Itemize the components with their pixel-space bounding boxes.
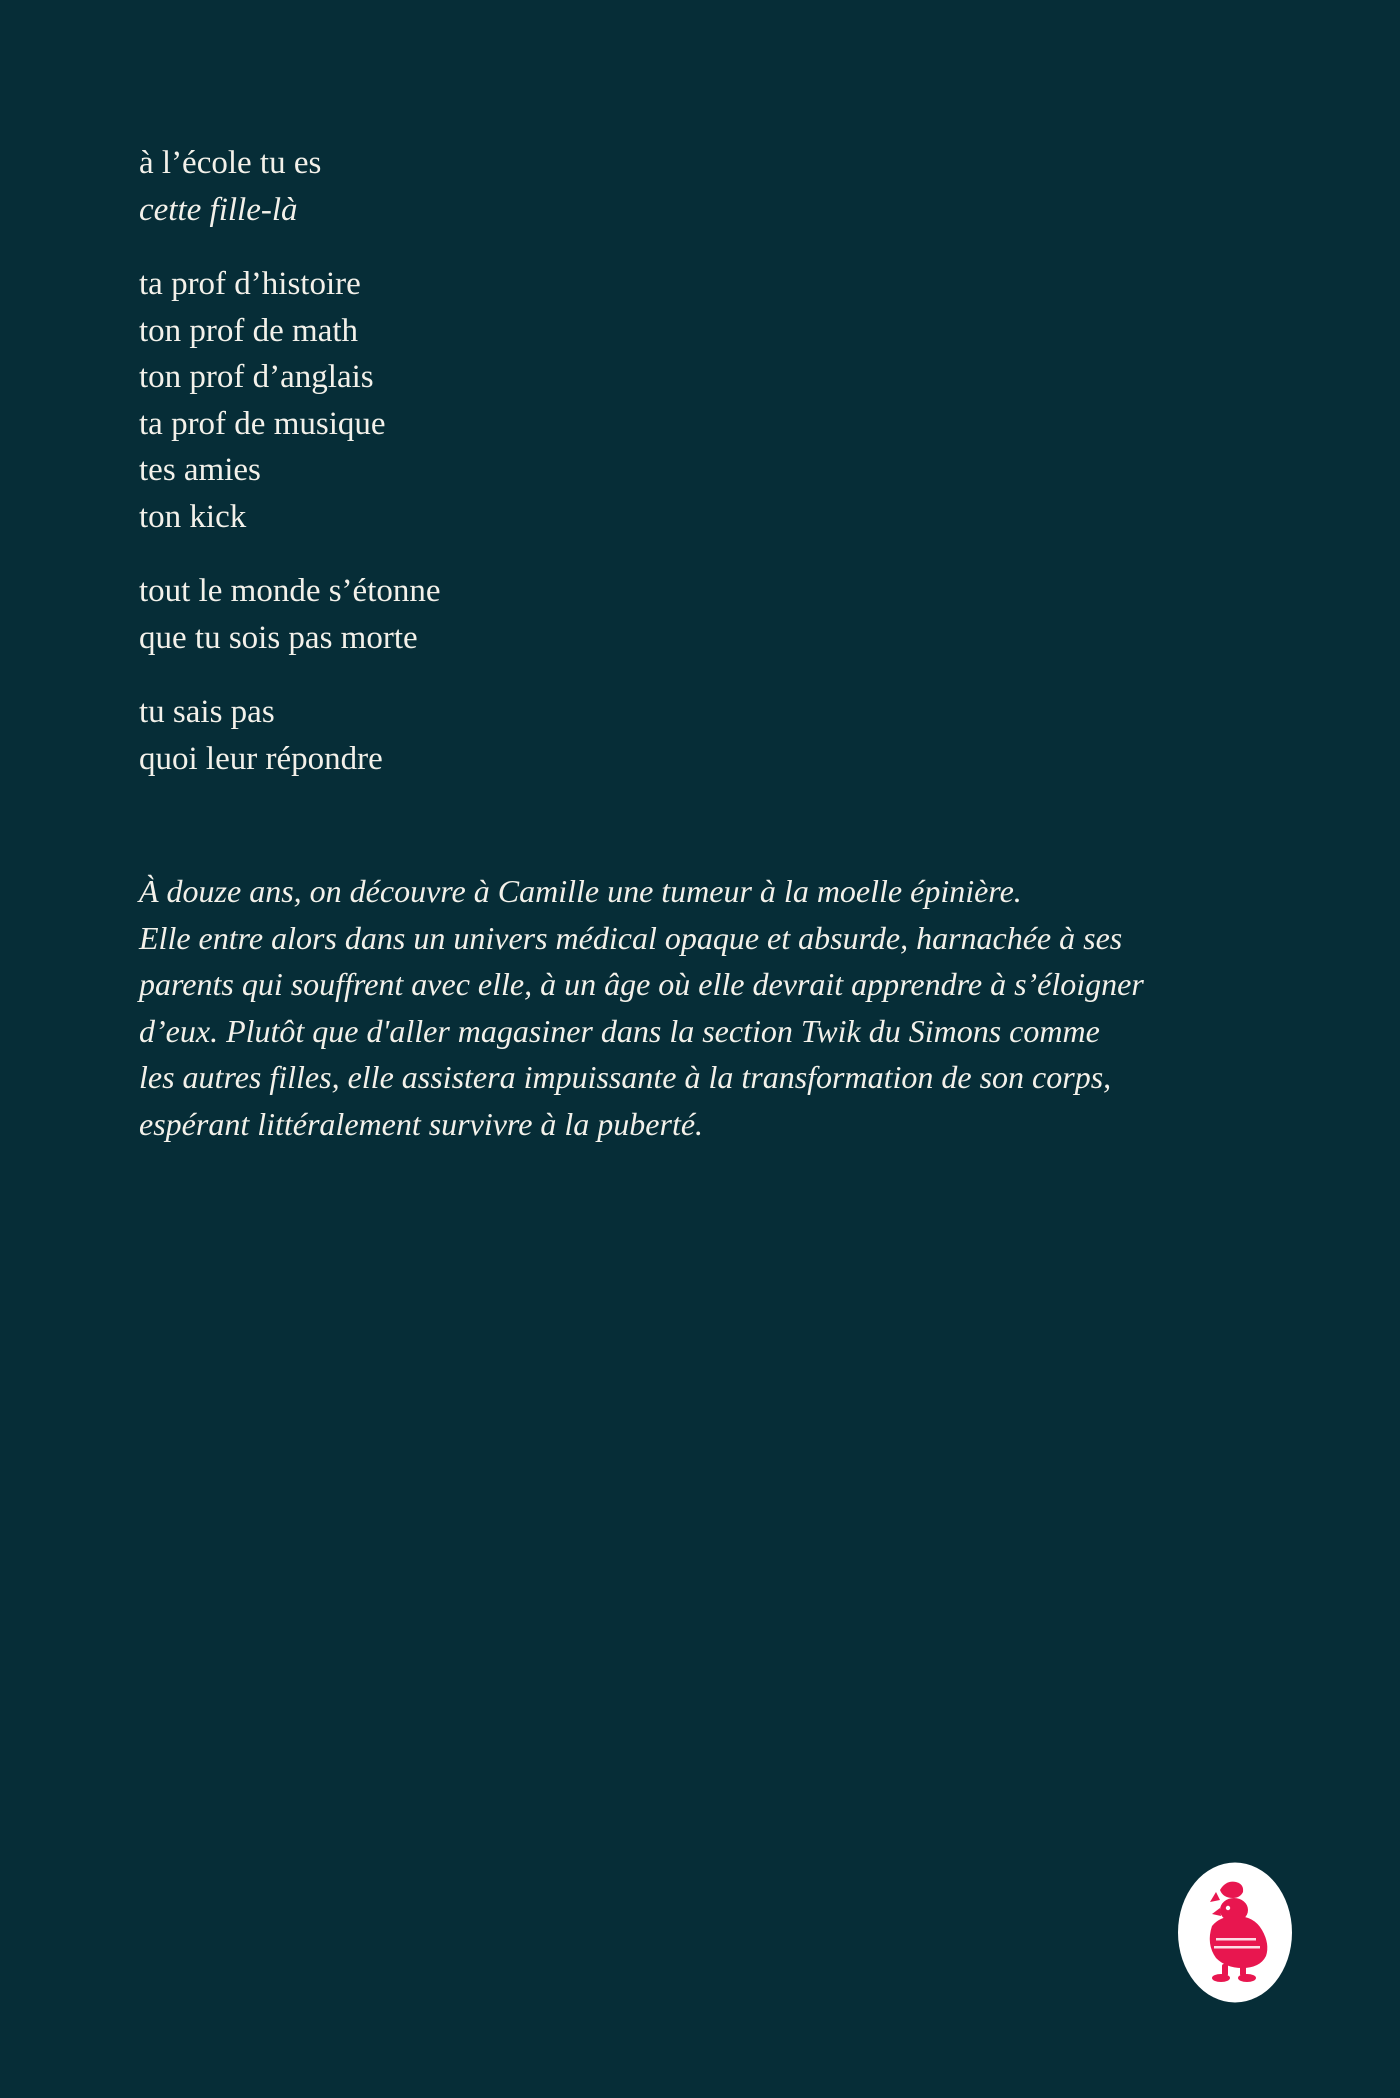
poem-line: ton kick bbox=[139, 498, 247, 535]
poem-line: tu sais pas bbox=[139, 694, 275, 730]
poem-line: que tu sois pas morte bbox=[139, 619, 418, 656]
blurb-line: les autres filles, elle assistera impuissante à la transformation de son corps, bbox=[139, 1059, 1112, 1095]
poem-line: ta prof d’histoire bbox=[139, 266, 361, 302]
poem-stanza bbox=[139, 140, 1039, 233]
blurb-line: espérant littéralement survivre à la puberté. bbox=[139, 1105, 704, 1142]
poem-line: ta prof de musique bbox=[139, 405, 386, 442]
poem-line: ton prof de math bbox=[139, 312, 359, 349]
poem-line: cette fille-là bbox=[139, 191, 298, 228]
poem-line: ton prof d’anglais bbox=[139, 359, 374, 395]
blurb-line: parents qui souffrent avec elle, à un âge où elle devrait apprendre à s’éloigner bbox=[139, 966, 1144, 1002]
poem-stanza bbox=[139, 568, 1039, 661]
poem-line: à l’école tu es bbox=[139, 145, 322, 181]
blurb-line: d’eux. Plutôt que d'aller magasiner dans la section Twik du Simons comme bbox=[139, 1012, 1100, 1049]
poem-line: quoi leur répondre bbox=[139, 740, 383, 777]
poem-stanza bbox=[139, 689, 1039, 782]
book-blurb bbox=[139, 868, 1259, 1147]
poem bbox=[139, 140, 1039, 810]
publisher-logo-icon bbox=[1176, 1860, 1294, 2005]
poem-stanza bbox=[139, 261, 1039, 540]
blurb-line: À douze ans, on découvre à Camille une tumeur à la moelle épinière. bbox=[139, 873, 1022, 909]
poem-line: tes amies bbox=[139, 452, 261, 488]
poem-line: tout le monde s’étonne bbox=[139, 573, 441, 609]
blurb-line: Elle entre alors dans un univers médical opaque et absurde, harnachée à ses bbox=[139, 919, 1123, 956]
